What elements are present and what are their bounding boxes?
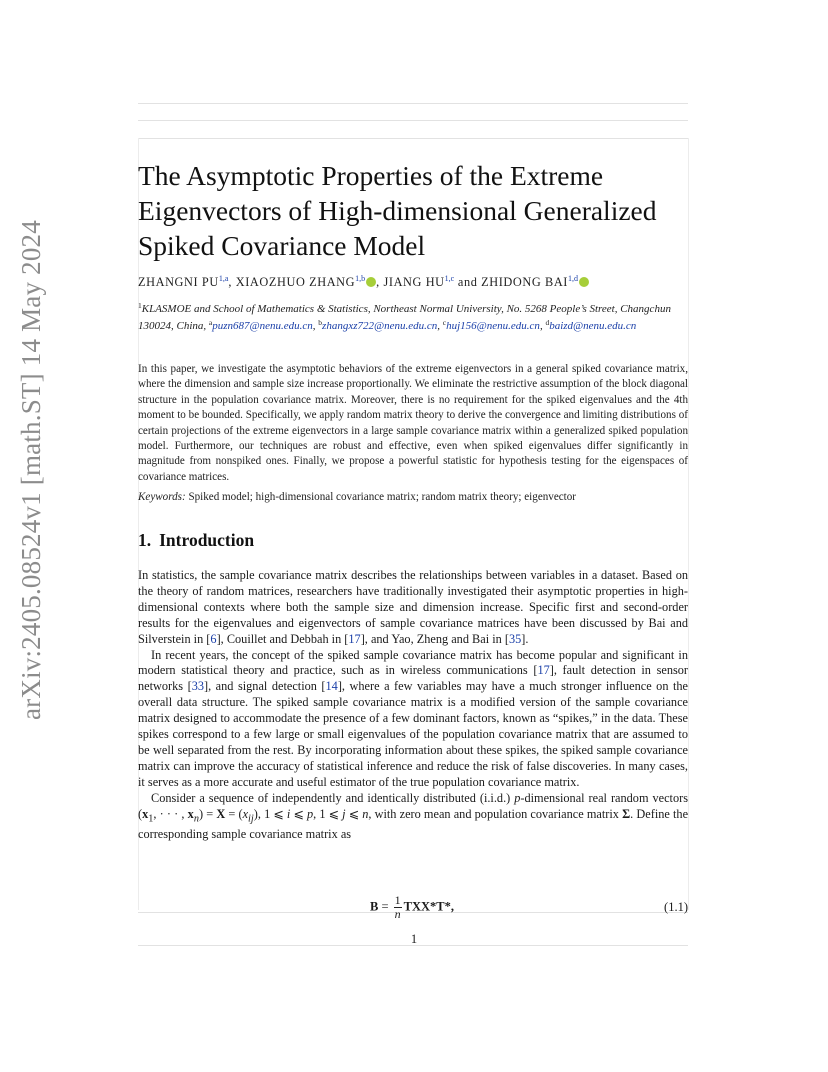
fraction: $\frac{1}{n}$ — [394, 893, 401, 921]
email-link[interactable]: zhangxz722@nenu.edu.cn — [322, 320, 438, 332]
section-title: Introduction — [159, 530, 255, 550]
page-number: 1 — [410, 932, 418, 946]
author-list — [138, 274, 698, 290]
header-rule-top — [138, 103, 688, 104]
paragraph-2: In recent years, the concept of the spiked sample covariance matrix has become popular and significant in modern statistical theory and practice, such as in wireless communications [17], fault detection in sensor networks [33], and signal detection [14], where a few variables may have a much stronger influence on the overall data structure. The spiked sample covariance matrix is a modified version of the sample covariance matrix designed to accommodate the presence of a few dominant factors, known as “spikes,” in the data. These spikes correspond to a few large or small eigenvalues of the population covariance matrix that are assumed to be well separated from the rest. By incorporating information about these spikes, the spiked sample covariance matrix can improve the accuracy of statistical inference and reduce the risk of false discoveries. In many cases, it serves as a more accurate and useful estimator of the true population covariance matrix. — [138, 647, 689, 789]
email-marker: a — [208, 318, 213, 327]
author-separator: , — [376, 275, 384, 289]
orcid-icon[interactable] — [366, 277, 376, 287]
citation-link[interactable]: 14 — [325, 679, 338, 694]
author-affiliation-marker[interactable]: 1,d — [568, 274, 579, 283]
citation-link[interactable]: 6 — [210, 631, 217, 646]
introduction-body — [138, 568, 688, 843]
email-link[interactable]: baizd@nenu.edu.cn — [549, 320, 637, 332]
email-list — [209, 320, 636, 332]
author-affiliation-marker[interactable]: 1,a — [218, 274, 229, 283]
arxiv-identifier-stamp: arXiv:2405.08524v1 [math.ST] 14 May 2024 — [16, 220, 46, 720]
affiliation — [138, 299, 690, 333]
equation-body: B = $\frac{1}{n}$ TXX*T*, — [370, 893, 455, 921]
equation-1-1 — [138, 890, 688, 924]
author-name: XIAOZHUO ZHANG — [235, 275, 356, 289]
equation-number: (1.1) — [664, 900, 688, 914]
email-marker: c — [442, 318, 447, 327]
section-heading — [138, 530, 254, 551]
author-name: ZHIDONG BAI — [481, 275, 569, 289]
header-rule-bottom — [138, 120, 688, 121]
citation-link[interactable]: 17 — [537, 663, 550, 678]
affiliation-text: KLASMOE and School of Mathematics & Statistics, Northeast Normal University, No. 5268 People’s Street, Changchun 130024, China, — [138, 303, 671, 332]
author-affiliation-marker[interactable]: 1,b — [355, 274, 366, 283]
citation-link[interactable]: 35 — [508, 631, 522, 646]
author-name: ZHANGNI PU — [138, 275, 219, 289]
affiliation-marker: 1 — [138, 301, 142, 310]
author-name: JIANG HU — [383, 275, 445, 289]
abstract: In this paper, we investigate the asymptotic behaviors of the extreme eigenvectors in a general spiked covariance matrix, where the dimension and sample size increase proportionally. We eliminate the restrictive assumption of the block diagonal structure in the population covariance matrix. Moreover, there is no requirement for the spiked eigenvalues and the 4th moment to be bounded. Specifically, we apply random matrix theory to derive the convergence and limiting distributions of certain projections of the extreme eigenvectors in a large sample covariance matrix within a generalized spiked population model. Furthermore, our techniques are robust and effective, even when spiked eigenvalues differ significantly in magnitude from nonspiked ones. Finally, we propose a powerful statistic for hypothesis testing for the eigenspaces of covariance matrices. — [138, 363, 688, 483]
paragraph-3: Consider a sequence of independently and identically distributed (i.i.d.) p-dimensional real random vectors ($x_1$, · · · , $x_n) = X = (x_{ij})$, 1 ⩽ i ⩽ p, 1 ⩽ j ⩽ n, with zero mean and population covariance matrix Σ. Define the corresponding sample covariance matrix as — [138, 790, 689, 841]
email-marker: b — [318, 318, 323, 327]
citation-link[interactable]: 17 — [348, 631, 361, 646]
email-separator: , — [312, 320, 319, 332]
email-separator: , — [539, 320, 546, 332]
orcid-icon[interactable] — [579, 277, 589, 287]
citation-link[interactable]: 33 — [191, 679, 204, 694]
email-link[interactable]: huj156@nenu.edu.cn — [446, 320, 540, 332]
keywords — [138, 491, 688, 503]
email-marker: d — [545, 318, 550, 327]
frame-rule-top — [138, 138, 688, 139]
paragraph-1: In statistics, the sample covariance matrix describes the relationships between variables in a dataset. Based on the theory of random matrices, researchers have traditionally investigated their asymptotic properties in high-dimensional contexts where both the sample size and dimension increase. Specific first and second-order results for the eigenvalues and eigenvectors of sample covariance matrices have been discussed by Bai and Silverstein in [6], Couillet and Debbah in [17], and Yao, Zheng and Bai in [35]. — [138, 568, 688, 646]
author-separator: , — [228, 275, 236, 289]
keywords-text: Spiked model; high-dimensional covariance matrix; random matrix theory; eigenvector — [188, 491, 577, 503]
author-affiliation-marker[interactable]: 1,c — [444, 274, 455, 283]
section-number: 1. — [138, 530, 152, 550]
paper-title: The Asymptotic Properties of the Extreme Eigenvectors of High-dimensional Generalized Spiked Covariance Model — [138, 160, 657, 261]
author-separator: and — [454, 275, 482, 289]
keywords-label: Keywords: — [138, 491, 186, 503]
email-link[interactable]: puzn687@nenu.edu.cn — [212, 320, 313, 332]
email-separator: , — [437, 320, 443, 332]
